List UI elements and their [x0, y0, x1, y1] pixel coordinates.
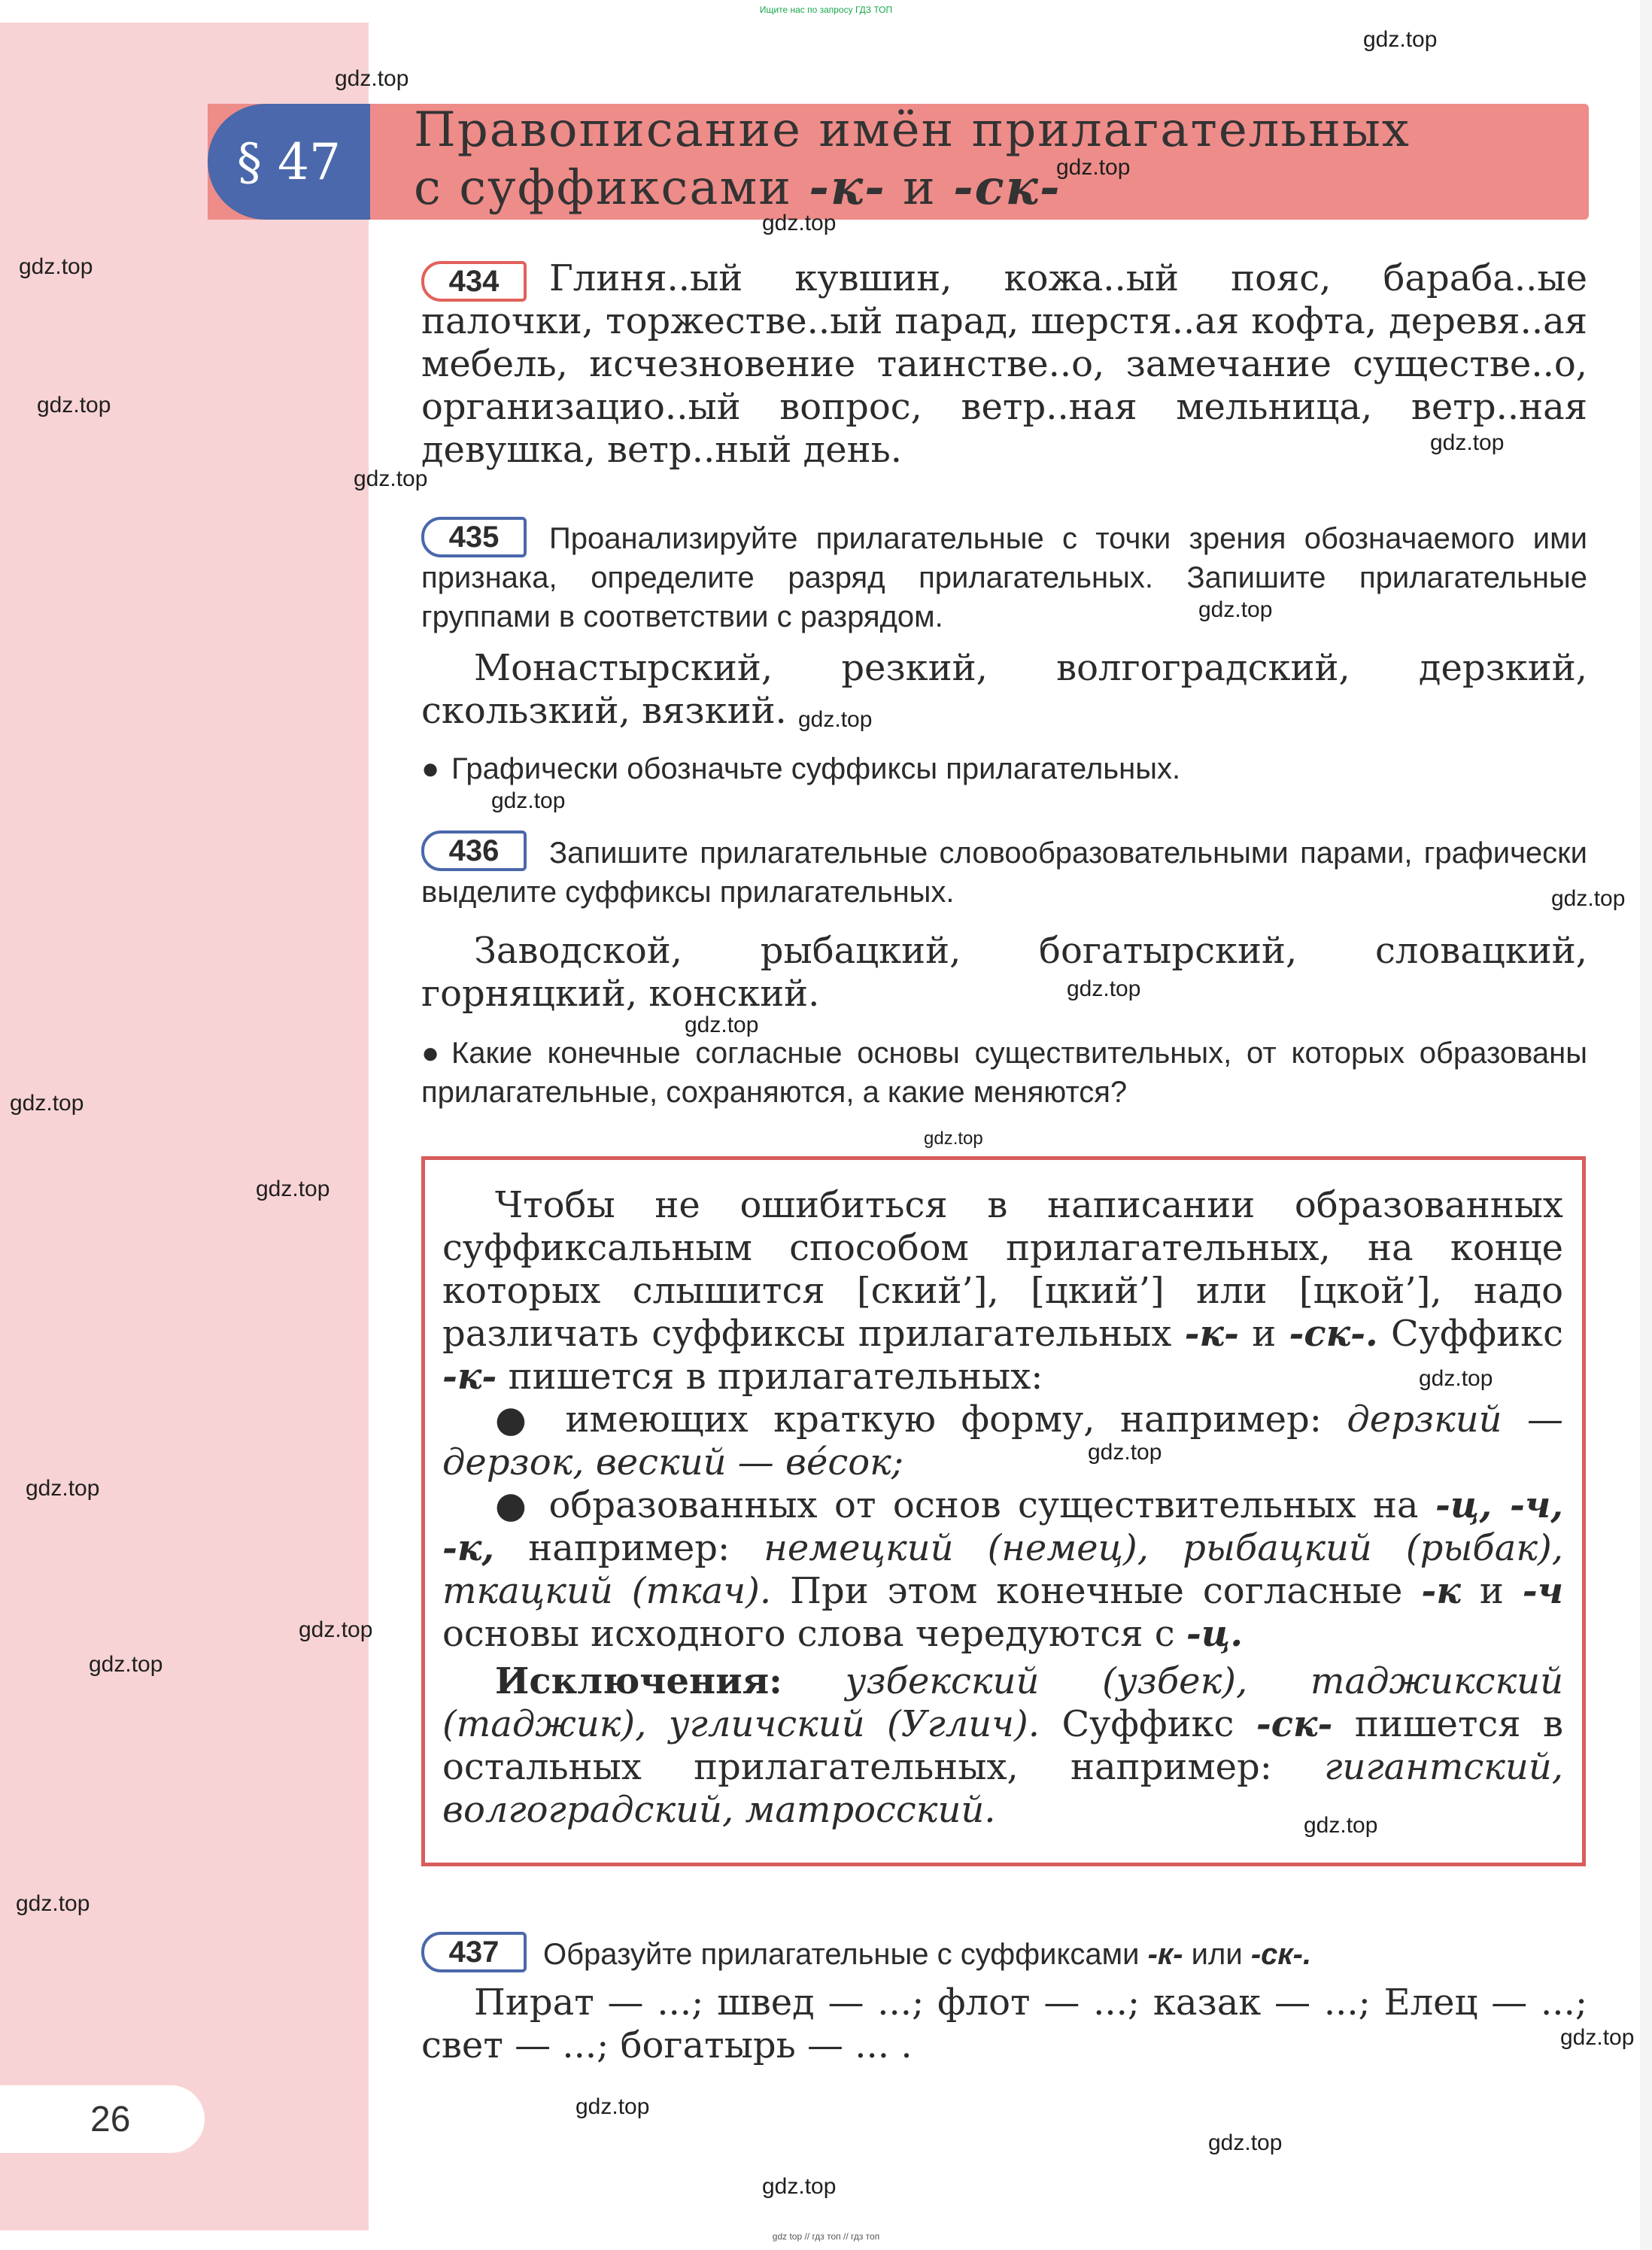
- bullet-dot-icon: ●: [495, 1398, 541, 1441]
- watermark: gdz.top: [575, 2094, 650, 2119]
- section-title-line2: [414, 159, 1061, 216]
- bottom-banner: gdz top // гдз топ // гдз топ: [772, 2231, 880, 2242]
- watermark: gdz.top: [1198, 597, 1273, 622]
- exercise-number-435: 435: [421, 517, 527, 557]
- exercise-436-words: Заводской, рыбацкий, богатырский, словацкий, горняцкий, конский.: [421, 930, 1587, 1015]
- page-number: 26: [90, 2100, 131, 2139]
- watermark: gdz.top: [26, 1476, 100, 1501]
- watermark: gdz.top: [1363, 27, 1438, 52]
- exercise-435-words: Монастырский, резкий, волгоградский, дерзкий, скользкий, вязкий.: [421, 647, 1587, 732]
- exercise-436-task: Запишите прилагательные словообразовательными парами, графически выделите суффиксы прилагательных.: [421, 837, 1587, 909]
- watermark: gdz.top: [491, 788, 566, 813]
- title-suffix-k: -к-: [809, 159, 886, 216]
- watermark: gdz.top: [1304, 1813, 1378, 1838]
- watermark: gdz.top: [299, 1617, 373, 1642]
- watermark: gdz.top: [798, 707, 873, 732]
- rule-bullet-2: ● образованных от основ существительных на -ц, -ч, -к, например: немецкий (немец), рыбацкий (рыбак), ткацкий (ткач). При этом конечные согласные -к и -ч основы исходного слова чередуются с -ц.: [442, 1484, 1564, 1655]
- paragraph-badge: § 47: [208, 104, 370, 220]
- bullet-dot-icon: ●: [495, 1484, 533, 1526]
- bullet-dot-icon: ●: [421, 752, 440, 785]
- rule-bullet-1: ● имеющих краткую форму, например: дерзкий — дерзок, веский — вéсок;: [442, 1398, 1564, 1483]
- exercise-436-bullet: ● Какие конечные согласные основы существительных, от которых образованы прилагательные, сохраняются, а какие меняются?: [421, 1034, 1587, 1112]
- watermark: gdz.top: [762, 211, 837, 235]
- watermark: gdz.top: [924, 1128, 983, 1149]
- watermark: gdz.top: [1560, 2025, 1635, 2050]
- watermark: gdz.top: [354, 466, 428, 491]
- exercise-437-task: Образуйте прилагательные с суффиксами -к- или -ск-.: [543, 1938, 1312, 1971]
- watermark: gdz.top: [1088, 1440, 1162, 1465]
- rule-exceptions: Исключения: узбекский (узбек), таджикский (таджик), угличский (Углич). Суффикс -ск- пишется в остальных прилагательных, например: гигантский, волгоградский, матросский.: [442, 1660, 1564, 1831]
- exercise-number-434: 434: [421, 261, 527, 302]
- watermark: gdz.top: [19, 254, 93, 279]
- watermark: gdz.top: [1067, 976, 1141, 1001]
- watermark: gdz.top: [256, 1177, 330, 1201]
- watermark: gdz.top: [335, 66, 409, 91]
- rule-paragraph-1: Чтобы не ошибиться в написании образованных суффиксальным способом прилагательных, на конце которых слышится [ский’], [цкий’] или [цкой’], надо различать суффиксы прилагательных -к- и -ск-. Суффикс -к- пишется в прилагательных:: [442, 1184, 1563, 1398]
- watermark: gdz.top: [685, 1013, 759, 1037]
- watermark: gdz.top: [37, 393, 111, 418]
- exercise-434-text: Глиня..ый кувшин, кожа..ый пояс, бараба..ые палочки, торжестве..ый парад, шерстя..ая кофта, деревя..ая мебель, исчезновение таинстве..о, замечание существе..о, организацио..ый вопрос, ветр..ная мельница, ветр..ная девушка, ветр..ный день.: [421, 257, 1587, 471]
- page-edge: [1640, 0, 1652, 2250]
- exercise-435-bullet: ● Графически обозначьте суффиксы прилагательных.: [421, 749, 1587, 788]
- top-banner: Ищите нас по запросу ГДЗ ТОП: [759, 5, 893, 15]
- watermark: gdz.top: [1551, 886, 1626, 911]
- watermark: gdz.top: [1419, 1366, 1493, 1391]
- watermark: gdz.top: [762, 2174, 837, 2199]
- section-title-line1: Правописание имён прилагательных: [414, 102, 1411, 158]
- exercise-number-437: 437: [421, 1932, 527, 1972]
- bullet-dot-icon: ●: [421, 1037, 440, 1070]
- exercise-435-task: Проанализируйте прилагательные с точки зрения обозначаемого ими признака, определите разряд прилагательных. Запишите прилагательные группами в соответствии с разрядом.: [421, 522, 1587, 633]
- watermark: gdz.top: [1056, 155, 1131, 180]
- title-prefix: с суффиксами: [414, 160, 792, 216]
- watermark: gdz.top: [10, 1091, 84, 1116]
- title-conj: и: [903, 160, 937, 216]
- watermark: gdz.top: [89, 1652, 163, 1677]
- watermark: gdz.top: [16, 1891, 90, 1916]
- rule-text: [442, 1184, 1563, 1832]
- watermark: gdz.top: [1208, 2130, 1283, 2155]
- watermark: gdz.top: [1430, 430, 1505, 455]
- title-suffix-sk: -ск-: [953, 159, 1061, 216]
- exercise-number-436: 436: [421, 830, 527, 871]
- exercise-437-words: Пират — ...; швед — ...; флот — ...; казак — ...; Елец — ...; свет — ...; богатырь — ... .: [421, 1981, 1587, 2066]
